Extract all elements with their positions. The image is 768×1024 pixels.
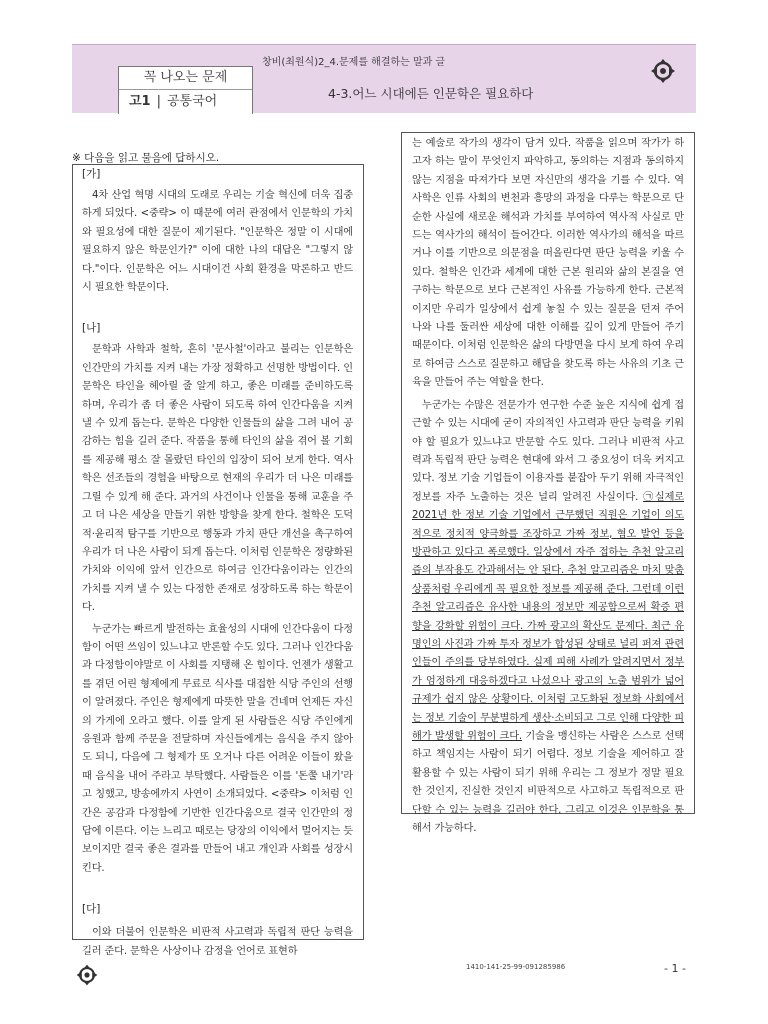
passage-na-2: 누군가는 빠르게 발전하는 효율성의 시대에 인간다움이 다정함이 어떤 쓰임이 있느냐고 반론할 수도 있다. 그러나 인간다움과 다정함이야말로 이 사회를 지탱해 온 힘이다. 언젠가 생활고를 겪던 어린 형제에게 무료로 식사를 대접한 식당 주인의 선행이 알려졌다. 주인은 형제에게 따뜻한 말을 건네며 언제든 자신의 가게에 오라고 했다. 이를 알게 된 사람들은 식당 주인에게 응원과 함께 주문을 전달하며 자신들에게는 음식을 주지 않아도 되니, 다음에 그 형제가 또 오거나 다른 어려운 이들이 왔을 때 음식을 내어 주라고 부탁했다. 사람들은 이를 '돈쭐 내기'라고 칭했고, 방송에까지 사연이 소개되었다. <중략> 이처럼 인간은 공감과 다정함에 기반한 인간다움으로 결국 인간만의 정답에 이른다. 이는 느리고 때로는 당장의 이익에서 멀어지는 듯 보이지만 결국 좋은 결과를 만들어 내고 개인과 사회를 성장시킨다.	[82, 623, 353, 874]
badge-course	[119, 90, 252, 114]
passage-da-2-conclusion: 기술을 맹신하는 사람은 스스로 선택하고 책임지는 사람이 되기 어렵다. 정보 기술을 제어하고 잘 활용할 수 있는 사람이 되기 위해 우리는 그 정보가 정말 필요한 것인지, 진실한 것인지 비판적으로 사고하고 독립적으로 판단할 수 있는 능력을 길러야 한다. 그리고 이것은 인문학을 통해서 가능하다.	[412, 731, 684, 835]
passage-box-left	[72, 164, 364, 957]
passage-da-continued: 는 예술로 작가의 생각이 담겨 있다. 작품을 읽으며 작가가 하고자 하는 말이 무엇인지 파악하고, 동의하는 지점과 동의하지 않는 지점을 따져가다 보면 자신만의 생각을 기를 수 있다. 역사학은 인류 사회의 변천과 흥망의 과정을 다루는 학문으로 단순한 사실에 새로운 해석과 가치를 부여하여 역사적 사실로 만드는 역사가의 해석이 들어간다. 이러한 역사가의 해석을 따르거나 이를 기반으로 의문점을 떠올린다면 판단 능력을 키울 수 있다. 철학은 인간과 세계에 대한 근본 원리와 삶의 본질을 연구하는 학문으로 보다 근본적인 사유를 가능하게 한다. 근본적이지만 우리가 일상에서 쉽게 놓칠 수 있는 질문을 던져 주어 나와 나를 둘러싼 세상에 대한 이해를 깊이 있게 만들어 주기 때문이다. 이처럼 인문학은 삶의 다방면을 다시 보게 하여 우리로 하여금 스스로 질문하고 해답을 찾도록 하는 사유의 기초 근육을 만들어 주는 역할을 한다.	[412, 138, 684, 389]
grade-separator: |	[156, 94, 161, 109]
subject-label: 공통국어	[167, 94, 218, 109]
section-mark-da: [다]	[82, 903, 101, 916]
document-code: 1410-141-25-99-091285986	[466, 963, 566, 971]
exam-badge	[118, 66, 253, 114]
passage-da-2-intro: 누군가는 수많은 전문가가 연구한 수준 높은 지식에 쉽게 접근할 수 있는 시대에 굳이 자의적인 사고력과 판단 능력을 키워야 할 필요가 있느냐고 반문할 수도 있다. 그러나 비판적 사고력과 독립적 판단 능력은 현대에 와서 그 중요성이 더욱 커지고 있다. 정보 기술 기업들이 이용자를 붙잡아 두기 위해 자극적인 정보를 자주 노출하는 것은 널리 알려진 사실이다.	[412, 399, 684, 503]
section-mark-na: [나]	[82, 322, 101, 335]
grade-label: 고1	[129, 94, 151, 109]
textbook-label: 창비(최원식)2_4.문제를 해결하는 말과 글	[262, 57, 446, 68]
passage-ga: 4차 산업 혁명 시대의 도래로 우리는 기술 혁신에 더욱 집중하게 되었다. <중략> 이 때문에 여러 관점에서 인문학의 가치와 필요성에 대한 질문이 제기된다. "인문학은 정말 이 시대에 필요하지 않은 학문인가?" 이에 대한 나의 대답은 "그렇지 않다."이다. 인문학은 어느 시대이건 사회 환경을 막론하고 반드시 필요한 학문이다.	[82, 190, 353, 294]
page-number: - 1 -	[664, 962, 686, 975]
passage-da-left: 이와 더불어 인문학은 비판적 사고력과 독립적 판단 능력을 길러 준다. 문학은 사상이나 감정을 언어로 표현하	[82, 927, 353, 957]
section-mark-ga: [가]	[82, 168, 101, 180]
badge-title: 꼭 나오는 문제	[119, 67, 252, 90]
underlined-passage-a: ㉠실제로 2021년 한 정보 기술 기업에서 근무했던 직원은 기업이 의도적으로 정치적 양극화를 조장하고 가짜 정보, 혐오 발언 등을 방관하고 있다고 폭로했다. 일상에서 자주 접하는 추천 알고리즘의 부작용도 간과해서는 안 된다. 추천 알고리즘은 마치 맞춤 상품처럼 우리에게 꼭 필요한 정보를 제공해 준다. 그런데 이런 추천 알고리즘은 유사한 내용의 정보만 제공함으로써 확증 편향을 강화할 위험이 크다. 가짜 광고의 확산도 문제다. 최근 유명인의 사진과 가짜 투자 정보가 합성된 상태로 널리 퍼져 관련인들이 주의를 당부하였다. 실제 피해 사례가 알려지면서 정부가 엄정하게 대응하겠다고 나섰으나 광고의 노출 범위가 넓어 규제가 쉽지 않은 상황이다. 이처럼 고도화된 정보화 사회에서는 정보 기술이 무분별하게 생산·소비되고 그로 인해 다양한 피해가 발생할 위험이 크다.	[412, 491, 684, 742]
publisher-logo-icon	[74, 962, 100, 988]
passage-na-1: 문학과 사학과 철학, 흔히 '문사철'이라고 불리는 인문학은 인간만의 가치를 지켜 내는 가장 정확하고 선명한 방법이다. 인문학은 타인을 헤아릴 줄 알게 하고, 좋은 미래를 준비하도록 하며, 우리가 좀 더 좋은 사람이 되도록 하여 인간다움을 지켜 낼 수 있게 돕는다. 문학은 다양한 인물들의 삶을 그려 내어 공감하는 힘을 길러 준다. 작품을 통해 타인의 삶을 겪어 볼 기회를 제공해 평소 잘 몰랐던 타인의 입장이 되어 보게 한다. 역사학은 선조들의 경험을 바탕으로 현재의 우리가 더 나은 미래를 그릴 수 있게 해 준다. 과거의 사건이나 인물을 통해 교훈을 주고 더 나은 세상을 만들기 위한 방향을 찾게 한다. 철학은 도덕적·윤리적 탐구를 기반으로 행동과 가치 판단 개선을 촉구하여 우리가 더 나은 사람이 되게 돕는다. 이처럼 인문학은 정량화된 가치와 이익에 앞서 인간으로 하여금 인간다움이라는 인간의 가치를 지켜 낼 수 있는 다정한 존재로 성장하도록 하는 학문이다.	[82, 344, 353, 614]
unit-title: 4-3.어느 시대에든 인문학은 필요하다	[328, 86, 534, 101]
publisher-logo-icon	[648, 56, 678, 86]
passage-box-right	[401, 132, 695, 835]
passage-da-2	[412, 397, 684, 839]
question-instruction: ※ 다음을 읽고 물음에 답하시오.	[72, 152, 220, 164]
